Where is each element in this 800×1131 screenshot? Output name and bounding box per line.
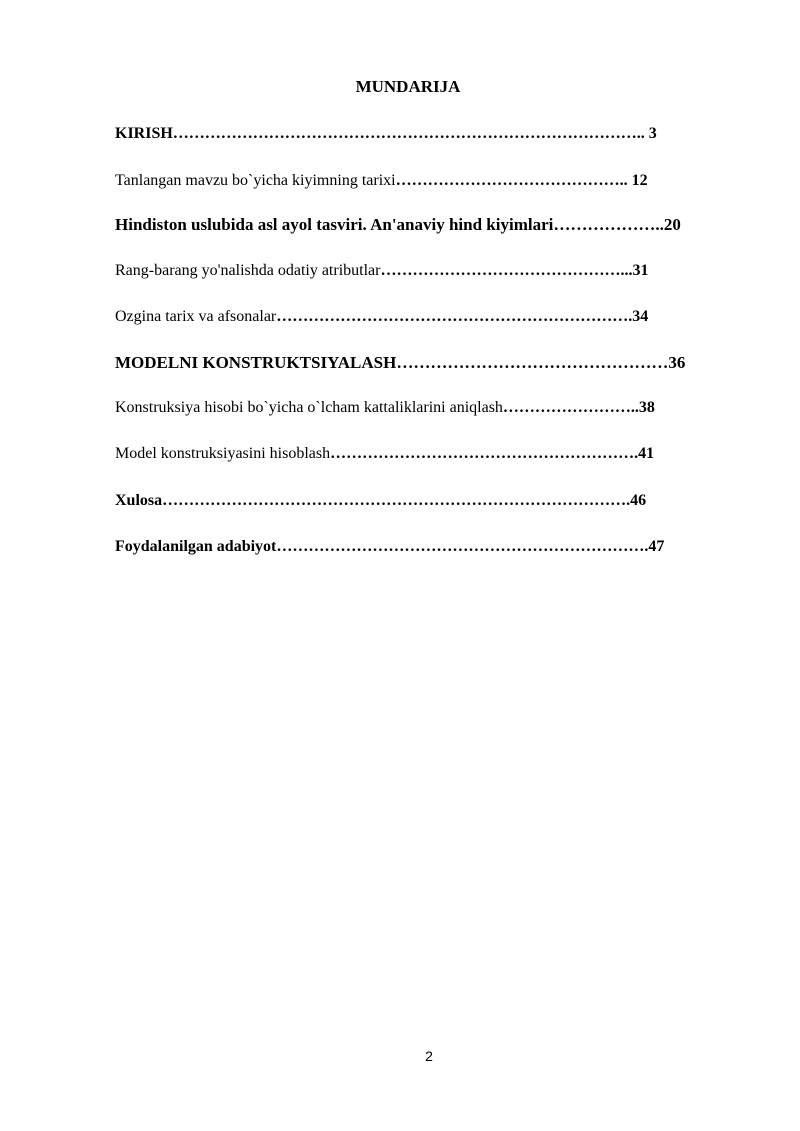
toc-entry-leader: …………………………………….. xyxy=(395,172,632,189)
toc-entry-label: Rang-barang yo'nalishda odatiy atributlar xyxy=(115,262,381,279)
toc-entry-leader: …………………………………………………………… xyxy=(276,538,645,555)
toc-entry-page: 36 xyxy=(668,353,686,372)
toc-entry-tanlangan-mavzu xyxy=(115,170,648,192)
toc-entry-hindiston-uslubida xyxy=(115,214,681,237)
toc-entry-foydalanilgan-adabiyot xyxy=(115,536,664,558)
toc-entry-leader: …………………….. xyxy=(502,399,639,416)
toc-entry-leader: …………………………………………………………………………….. xyxy=(172,125,645,142)
toc-entry-page: .31 xyxy=(628,262,649,279)
page-number: 2 xyxy=(425,1048,433,1064)
toc-title: MUNDARIJA xyxy=(355,77,461,96)
toc-entry-leader: ………………………………………………………… xyxy=(276,308,629,325)
toc-entry-label: Ozgina tarix va afsonalar xyxy=(115,308,277,325)
toc-entry-ozgina-tarix xyxy=(115,306,648,328)
toc-entry-page: 3 xyxy=(644,125,657,142)
toc-entry-label: Hindiston uslubida asl ayol tasviri. An'anaviy hind kiyimlari xyxy=(115,215,554,234)
toc-entry-leader: ………………………………………………… xyxy=(330,445,635,462)
toc-entry-page: 38 xyxy=(638,399,655,416)
toc-entry-label: Konstruksiya hisobi bo`yicha o`lcham kattaliklarini aniqlash xyxy=(115,399,503,416)
toc-entry-page: 12 xyxy=(631,172,648,189)
toc-entry-modelni-konstruktsiyalash xyxy=(115,352,685,375)
toc-entry-page: 20 xyxy=(663,215,681,234)
toc-entry-leader: ……………………………………….. xyxy=(380,262,629,279)
toc-entry-leader: ………………………………………… xyxy=(396,353,669,372)
toc-entry-label: KIRISH xyxy=(115,125,173,142)
toc-entry-leader: ……………….. xyxy=(553,215,664,234)
toc-entry-page: .41 xyxy=(634,445,655,462)
toc-entry-label: Model konstruksiyasini hisoblash xyxy=(115,445,331,462)
toc-entry-leader: …………………………………………………………………………… xyxy=(162,492,627,509)
toc-entry-label: Foydalanilgan adabiyot xyxy=(115,538,277,555)
toc-entry-page: .46 xyxy=(626,492,647,509)
toc-entry-xulosa xyxy=(115,490,646,512)
toc-entry-page: .47 xyxy=(644,538,665,555)
toc-entry-konstruksiya-hisobi xyxy=(115,397,655,419)
toc-entry-label: Tanlangan mavzu bo`yicha kiyimning tarixi xyxy=(115,172,396,189)
toc-entry-kirish xyxy=(115,123,657,145)
toc-entry-model-konstruksiyasini xyxy=(115,443,654,465)
toc-entry-page: .34 xyxy=(628,308,649,325)
toc-entry-rang-barang xyxy=(115,260,648,282)
toc-entry-label: Xulosa xyxy=(115,492,163,509)
toc-entry-label: MODELNI KONSTRUKTSIYALASH xyxy=(115,353,397,372)
